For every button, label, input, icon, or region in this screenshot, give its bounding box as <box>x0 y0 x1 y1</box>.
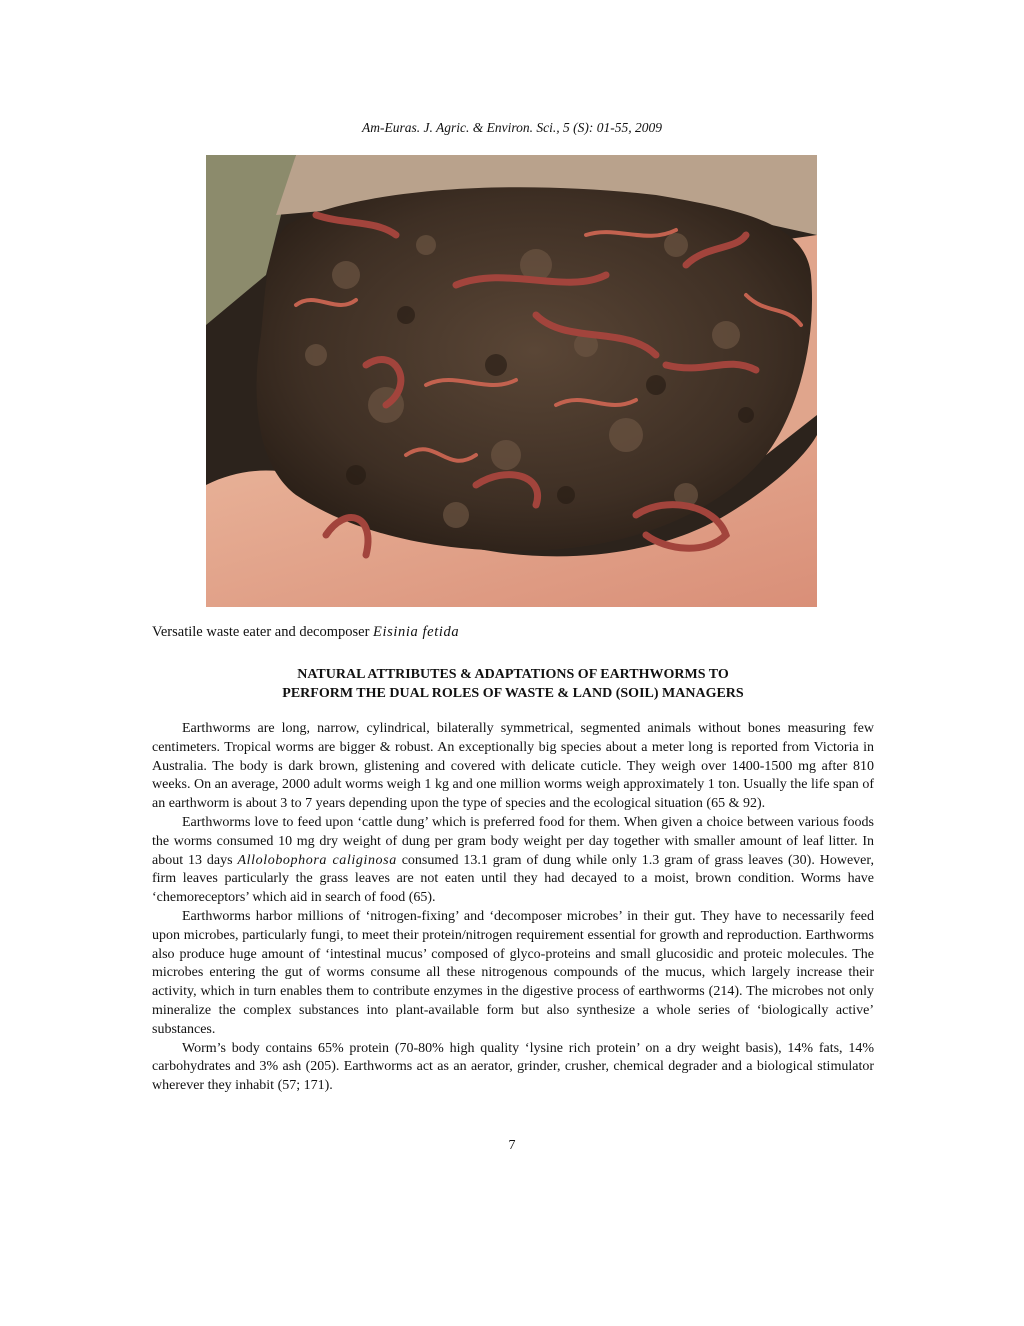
paragraph-2-part-1: Earthworms love to feed upon ‘cattle dung’ which is preferred food for them. When given a choice between various foods the worms consumed 10 mg dry weight of dung per gram body weight per day together with smaller amount of leaf litter. In about 13 days <box>152 814 874 868</box>
body-text <box>152 720 874 1096</box>
paragraph-3: Earthworms harbor millions of ‘nitrogen-fixing’ and ‘decomposer microbes’ in their gut. They have to necessarily feed upon microbes, particularly fungi, to meet their protein/nitrogen requirement essential for growth and reproduction. Earthworms also produce huge amount of ‘intestinal mucus’ composed of glyco-proteins and small glucosidic and proteic molecules. The microbes entering the gut of worms consume all these nitrogenous compounds of the mucus, which largely increase their activity, which in turn enables them to contribute enzymes in the digestive process of earthworms (214). The microbes not only mineralize the complex substances into plant-available form but also synthesize a whole series of ‘biologically active’ substances. <box>152 908 874 1037</box>
page-number: 7 <box>508 1138 516 1153</box>
title-line-1: NATURAL ATTRIBUTES & ADAPTATIONS OF EARTHWORMS TO <box>297 667 729 682</box>
earthworm-photo <box>206 155 817 607</box>
journal-header: Am-Euras. J. Agric. & Environ. Sci., 5 (S): 01-55, 2009 <box>362 120 662 135</box>
section-title <box>152 665 874 703</box>
figure-caption <box>152 624 459 641</box>
paragraph-2 <box>152 814 874 908</box>
paragraph-1: Earthworms are long, narrow, cylindrical, bilaterally symmetrical, segmented animals without bones measuring few centimeters. Tropical worms are bigger & robust. An exceptionally big species about a meter long is reported from Victoria in Australia. The body is dark brown, glistening and covered with delicate cuticle. They weigh over 1400-1500 mg after 810 weeks. On an average, 2000 adult worms weigh 1 kg and one million worms weigh approximately 1 ton. Usually the life span of an earthworm is about 3 to 7 years depending upon the type of species and the ecological situation (65 & 92). <box>152 721 874 812</box>
paragraph-4: Worm’s body contains 65% protein (70-80% high quality ‘lysine rich protein’ on a dry weight basis), 14% fats, 14% carbohydrates and 3% ash (205). Earthworms act as an aerator, grinder, crusher, chemical degrader and a biological stimulator wherever they inhabit (57; 171). <box>152 1040 874 1094</box>
caption-species: Eisinia fetida <box>373 624 460 640</box>
paragraph-2-part-2: consumed 13.1 gram of dung while only 1.3 gram of grass leaves (30). However, firm leaves particularly the grass leaves are not eaten until they had decayed to a moist, brown condition. Worms have ‘chemoreceptors’ which aid in search of food (65). <box>152 852 874 906</box>
paragraph-2-species: Allolobophora caliginosa <box>237 852 397 868</box>
title-line-2: PERFORM THE DUAL ROLES OF WASTE & LAND (SOIL) MANAGERS <box>282 686 744 701</box>
caption-text: Versatile waste eater and decomposer <box>152 624 374 640</box>
